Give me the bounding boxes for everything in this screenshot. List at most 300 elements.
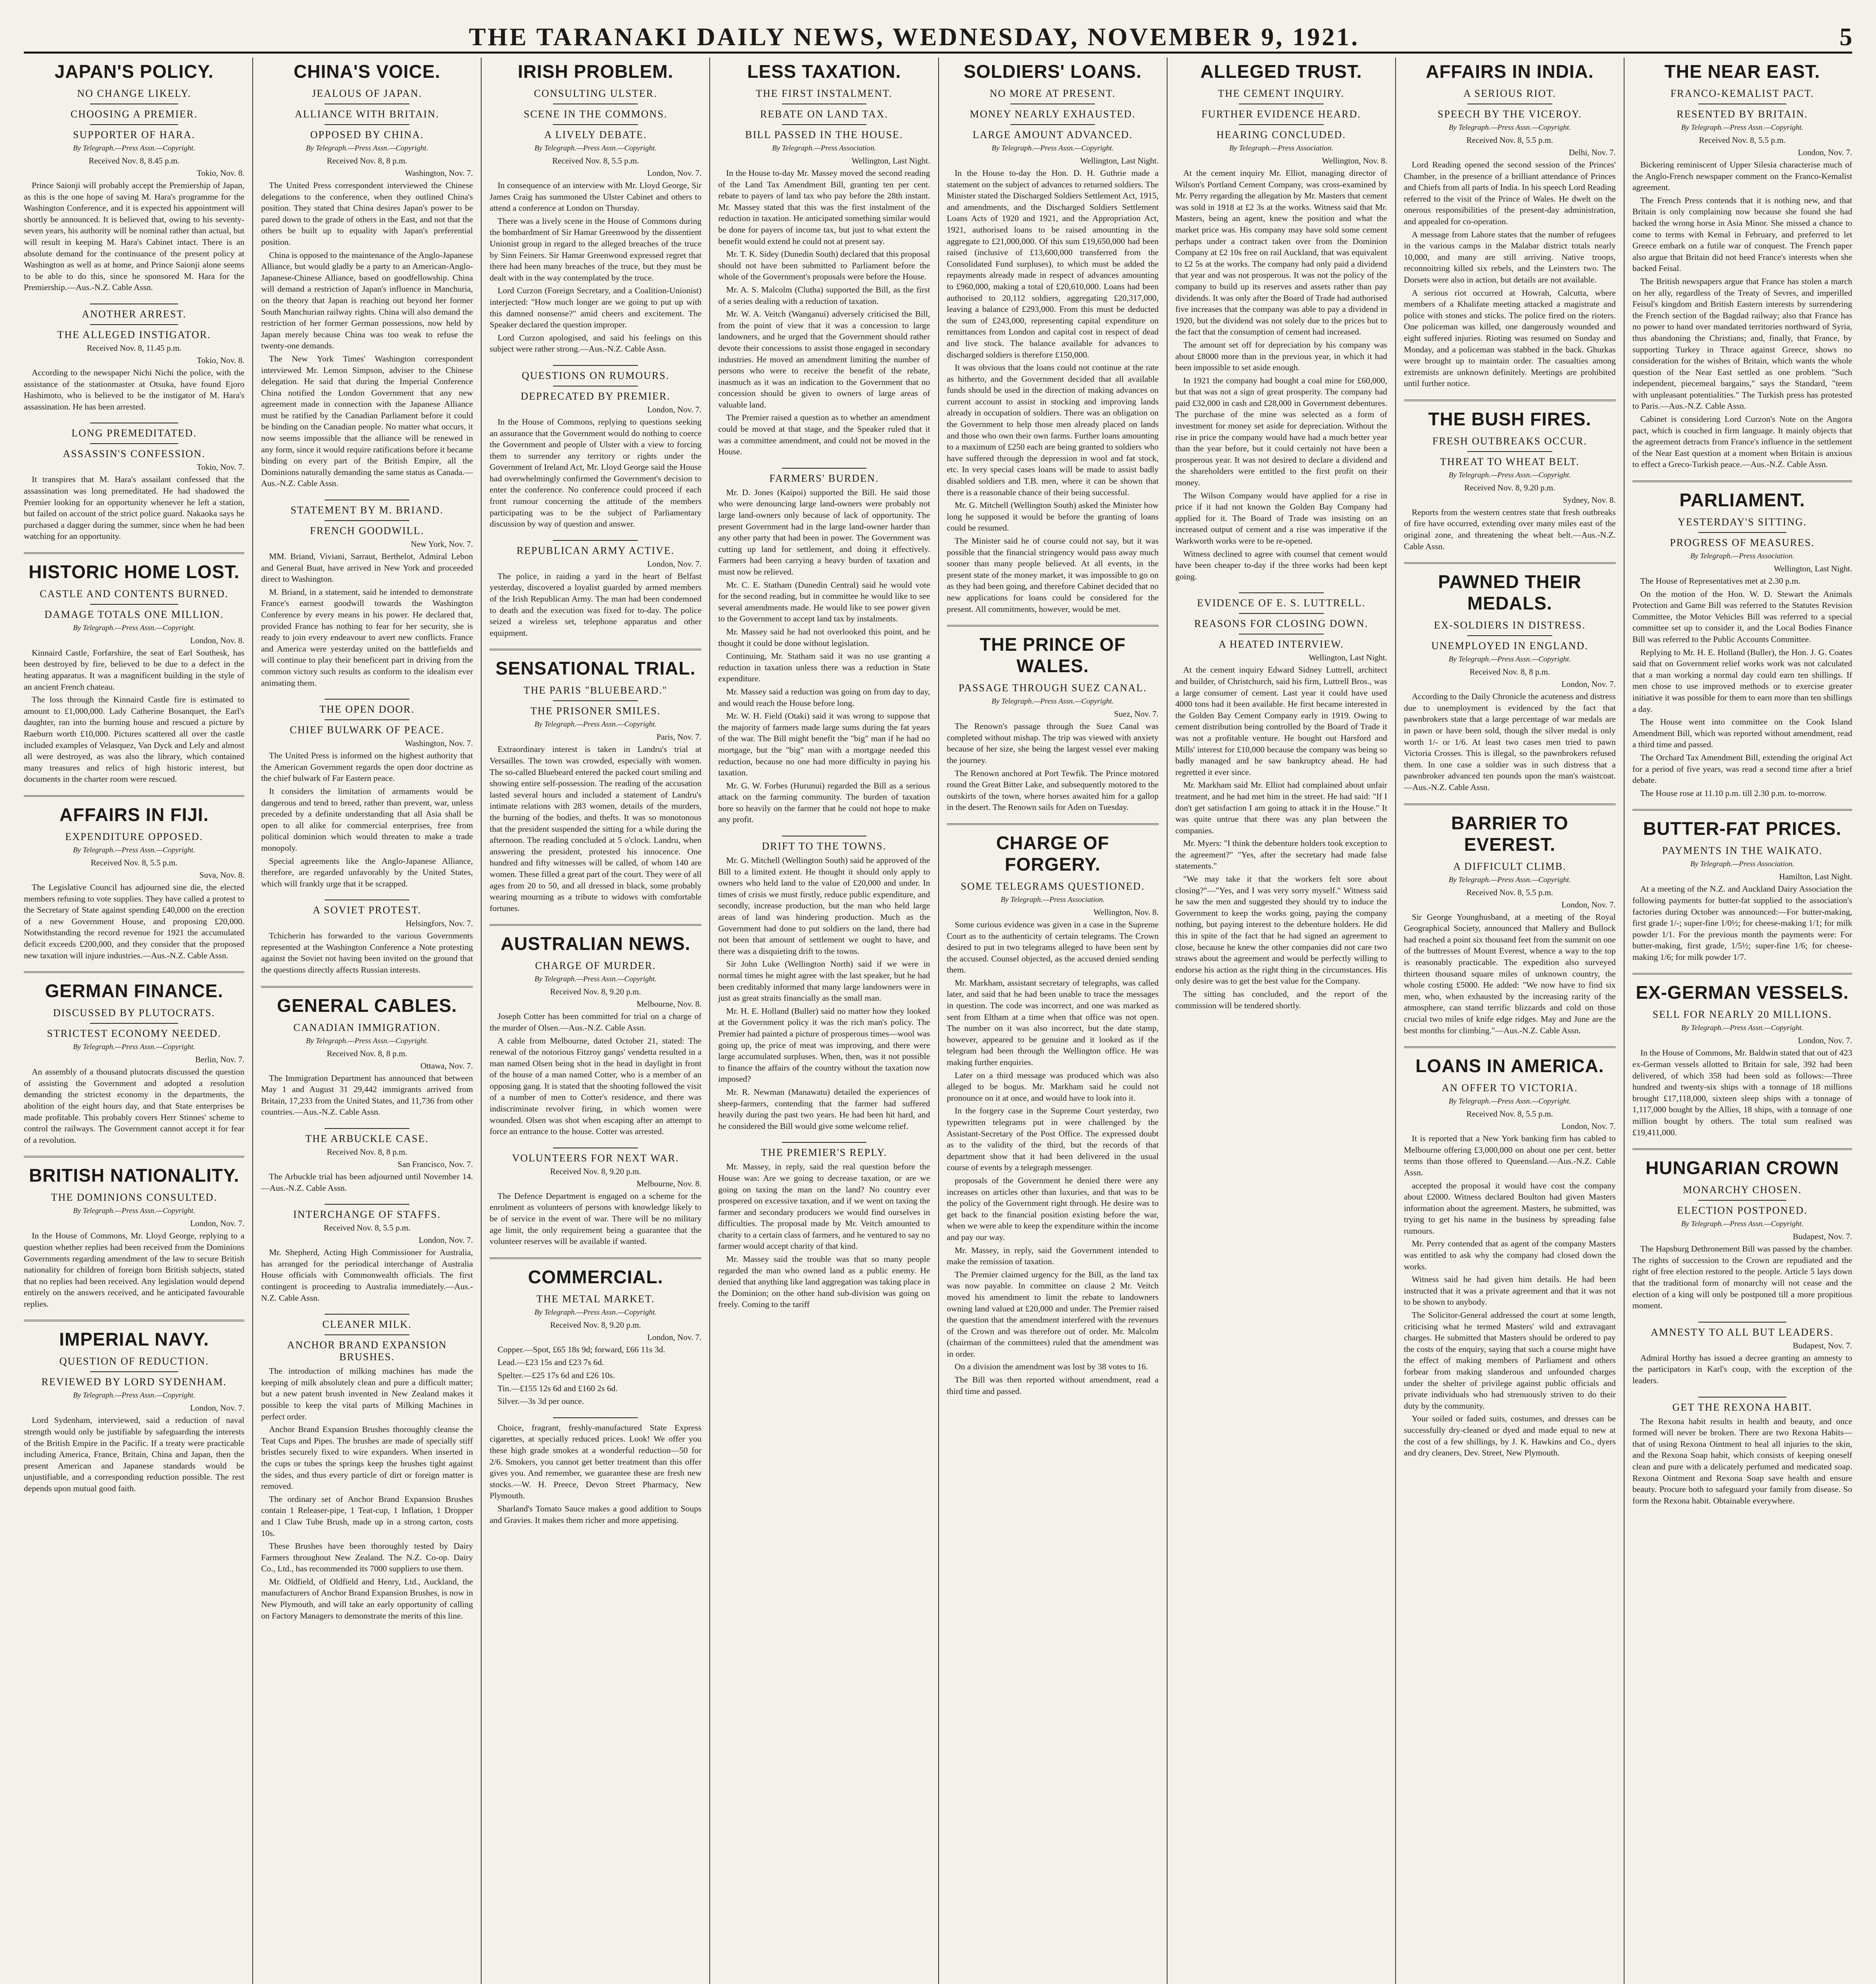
newspaper-title: THE TARANAKI DAILY NEWS, WEDNESDAY, NOVEMBER 9, 1921.	[469, 23, 1360, 51]
article-deck: HEARING CONCLUDED.	[1216, 129, 1346, 140]
article-dateline: Wellington, Last Night.	[1308, 653, 1387, 663]
section-rule	[325, 1204, 409, 1205]
paragraph: A serious riot occurred at Howrah, Calcutta, where members of a Khalifate meeting attacked a magistrate and police with stones and sticks. The police fired on the rioters. One policeman was killed, one dangerously wounded and eight suffered injuries. Rioting was resumed on Sunday and Monday, and a policeman was stabbed in the back. Ghurkas were brought up to maintain order. The casualties among extremists are unknown definitely. Meetings are prohibited until further notice.	[1404, 288, 1616, 388]
section-rule	[553, 365, 638, 366]
deck-rule	[1010, 124, 1095, 125]
article-headline: LOANS IN AMERICA.	[1415, 1055, 1604, 1077]
article-dateline: Melbourne, Nov. 8.	[636, 999, 702, 1009]
section-rule	[1698, 1322, 1786, 1323]
article-body	[261, 180, 473, 489]
section-rule	[325, 1128, 409, 1129]
article	[1632, 489, 1852, 799]
paragraph: Joseph Cotter has been committed for trial on a charge of the murder of Olsen.—Aus.-N.Z. Cable Assn.	[490, 1011, 702, 1032]
paragraph: In the House of Commons, Mr. Baldwin stated that out of 423 ex-German vessels allotted to Britain for sale, 392 had been delivered, of which 358 had been sold as follows:—Three hundred and twenty-six ships with a tonnage of 18 millions brought £17,118,000, sixteen sleep ships with a tonnage of 1,117,000 bought by the Allies, 18 ships, with a tonnage of one million bought by others. The total sum realised was £19,411,000.	[1632, 1048, 1852, 1137]
article	[1632, 1397, 1852, 1507]
paragraph: Mr. Myers: "I think the debenture holders took exception to the agreement?" "Yes, after the secretary had made false statements."	[1175, 838, 1387, 871]
paragraph: The British newspapers argue that France has stolen a march on her ally, regardless of the Treaty of Sevres, and imperilled Feisul's kingdom and British Eastern interests by surrendering the French section of the Bagdad railway; also that France has no power to hand over mandated territories northward of Syria, thus abandoning the Christians; and, finally, that France, by supporting Turkey in Thrace against Greece, shows no consideration for the wishes of Britain, which wants the whole question of the Near East settled as one problem. "Such independent, piecemeal bargains," says the Standard, "teem with unpleasant potentialities." The Turkish press has protested to Paris.—Aus.-N.Z. Cable Assn.	[1632, 276, 1852, 411]
paragraph: The Minister said he of course could not say, but it was possible that the financial stringency would pass away much sooner than many people believed. At all events, in the present state of the money market, it was impossible to go on as they had been going, and therefore Cabinet decided that no new applications for loans could be considered for the present. All commitments, however, would be met.	[947, 536, 1159, 614]
received-time: Received Nov. 8, 9.20 p.m.	[550, 987, 641, 997]
article-byline: By Telegraph.—Press Assn.—Copyright.	[534, 720, 657, 729]
paragraph: Mr. Massey, in reply, said the Government intended to make the remission of taxation.	[947, 1245, 1159, 1267]
paragraph: At a meeting of the N.Z. and Auckland Dairy Association the following payments for butter-fat supplied to the association's factories during October was announced:—For butter-making, first grade 1/-; super-fine 1/0½; for cheese-making 1/1; for milk powder 1/1. For the previous month the payments were: For butter-making, first grade, 1/5½; super-fine 1/6; for cheese-making 1/6; for milk powder 1/7.	[1632, 884, 1852, 962]
article-deck: RESENTED BY BRITAIN.	[1676, 108, 1808, 120]
article-headline: PAWNED THEIR MEDALS.	[1438, 571, 1582, 614]
article-deck: CHOOSING A PREMIER.	[70, 108, 198, 120]
article-separator	[1632, 973, 1852, 975]
article-separator	[1632, 809, 1852, 811]
article-body	[1632, 1047, 1852, 1138]
received-time: Received Nov. 8, 9.20 p.m.	[550, 1166, 641, 1176]
article-body	[261, 551, 473, 688]
article-deck: VOLUNTEERS FOR NEXT WAR.	[512, 1152, 679, 1164]
article-dateline: Wellington, Last Night.	[851, 156, 930, 165]
article	[261, 1128, 473, 1194]
article-byline: By Telegraph.—Press Assn.—Copyright.	[1681, 1024, 1803, 1032]
article-headline: THE PRINCE OF WALES.	[979, 634, 1126, 677]
article	[1404, 408, 1616, 552]
article-body	[947, 721, 1159, 813]
article-dateline: Wellington, Nov. 8.	[1322, 156, 1387, 165]
article-dateline: London, Nov. 7.	[1798, 148, 1852, 157]
article-body	[261, 1073, 473, 1118]
article-body	[718, 1161, 930, 1310]
paragraph: The Immigration Department has announced that between May 1 and August 31 29,442 immigrants arrived from Britain, 17,233 from the United States, and 11,736 from other countries.—Aus.-N.Z. Cable Assn.	[261, 1073, 473, 1117]
paragraph: The Orchard Tax Amendment Bill, extending the original Act for a period of five years, was read a second time after a brief debate.	[1632, 752, 1852, 785]
article-byline: By Telegraph.—Press Assn.—Copyright.	[306, 144, 428, 152]
paragraph: Cabinet is considering Lord Curzon's Note on the Angora pact, which is couched in firm language. It mainly objects that the agreement detracts from France's influence in the settlement of the Near East question at a moment when Britain is anxious to effect a Greco-Turkish peace.—Aus.-N.Z. Cable Assn.	[1632, 414, 1852, 469]
paragraph: Mr. Massey, in reply, said the real question before the House was: Are we going to decrease taxation, or are we going on taxing the man on the land? No country ever prospered on excessive taxation, and if we went on taxing the farmer and secondary producers we would find ourselves in difficulties. The proposal made by Mr. Veitch amounted to charity to a certain class of farmers, and he ventured to say no farmer would accept charity of that kind.	[718, 1162, 930, 1251]
article-separator	[24, 795, 244, 797]
article	[490, 1266, 701, 1407]
deck-rule	[90, 1371, 178, 1372]
paragraph: The Rexona habit results in health and beauty, and once formed will never be broken. There are two Rexona Habits—that of using Rexona Ointment to heal all injuries to the skin, and the Rexona Soap habit, which consists of keeping oneself clean and pure with a delicately perfumed and medicated soap. Rexona Ointment and Rexona Soap save health and ensure beauty. Procure both to safeguard your family from disease. So form the Rexona habit. Obtainable everywhere.	[1632, 1416, 1852, 1505]
received-time: Received Nov. 8, 11.45 p.m.	[86, 343, 182, 353]
article-deck: QUESTIONS ON RUMOURS.	[522, 369, 670, 381]
paragraph: The United Press correspondent interviewed the Chinese delegations to the conference, when they outlined China's position. They stated that China desires Japan's power to be pared down to the grade of others in the East, and not that the others be built up to equality with Japan's preferential position.	[261, 181, 473, 247]
paragraph: The Arbuckle trial has been adjourned until November 14.—Aus.-N.Z. Cable Assn.	[261, 1172, 473, 1193]
paragraph: Choice, fragrant, freshly-manufactured State Express cigarettes, at specially reduced prices. Look! We offer you these high grade smokes at a wonderful reduction—50 for 2/6. Smokers, you cannot get better treatment than this offer gives you. And remember, we guarantee these are fresh new stocks.—W. H. Preece, Devon Street Pharmacy, New Plymouth.	[490, 1423, 702, 1501]
article-deck: CLEANER MILK.	[322, 1319, 412, 1330]
paragraph: Mr. G. Mitchell (Wellington South) said he approved of the Bill to a limited extent. He thought it should only apply to owners who held land to the value of £20,000 and under. In times of crisis we must firstly, reduce public expenditure, and secondly, increase production, but the man who held large areas of land was hindering production. Much as the Government had done to put soldiers on the land, there had not been that amount of settlement we ought to have, and there was a disquieting drift to the towns.	[718, 856, 930, 956]
article	[24, 1328, 244, 1494]
article-headline: HISTORIC HOME LOST.	[29, 561, 240, 582]
article-body	[1404, 507, 1616, 552]
article	[24, 304, 244, 412]
paragraph: The ordinary set of Anchor Brand Expansion Brushes contain 1 Releaser-pipe, 1 Teat-cup, 1 Inflation, 1 Dropper and 1 Claw Tube Brush, made up in a strong carton, costs 10s.	[261, 1494, 473, 1538]
paragraph: The House went into committee on the Cook Island Amendment Bill, which was reported without amendment, read a third time and passed.	[1632, 717, 1852, 750]
section-rule	[1698, 1397, 1786, 1398]
article-deck: SOME TELEGRAMS QUESTIONED.	[960, 880, 1145, 892]
article-dateline: Tokio, Nov. 8.	[196, 355, 245, 365]
deck-rule	[1467, 635, 1552, 636]
article-deck: A HEATED INTERVIEW.	[1218, 638, 1344, 650]
paragraph: Lord Reading opened the second session of the Princes' Chamber, in the presence of a brilliant attendance of Princes and Chiefs from all parts of India. In his speech Lord Reading referred to the visit of the Prince of Wales. He dwelt on the onerous responsibilities of the present-day administration, and appealed for co-operation.	[1404, 160, 1616, 226]
column-1	[24, 58, 252, 1984]
article-deck: FARMERS' BURDEN.	[769, 472, 879, 484]
received-time: Received Nov. 8, 5.5 p.m.	[1466, 1109, 1553, 1119]
article-deck: REBATE ON LAND TAX.	[760, 108, 888, 120]
paragraph: These Brushes have been thoroughly tested by Dairy Farmers throughout New Zealand. The N.Z. Co-op. Dairy Co., Ltd., has recommended its 7000 suppliers to use them.	[261, 1541, 473, 1574]
article-deck: STATEMENT BY M. BRIAND.	[290, 504, 444, 516]
deck-rule	[90, 324, 178, 325]
article	[490, 1148, 701, 1247]
article-headline: THE NEAR EAST.	[1664, 61, 1820, 82]
article-body	[261, 1171, 473, 1194]
article-separator	[1404, 562, 1616, 564]
article	[1632, 1157, 1852, 1311]
article-dateline: Helsingfors, Nov. 7.	[405, 919, 473, 929]
article-dateline: Berlin, Nov. 7.	[195, 1055, 245, 1065]
article-body	[24, 647, 244, 785]
article-byline: By Telegraph.—Press Assn.—Copyright.	[1448, 655, 1571, 664]
article-body	[24, 474, 244, 542]
deck-rule	[90, 1023, 178, 1024]
article-deck: FRESH OUTBREAKS OCCUR.	[1432, 435, 1587, 447]
article-headline: GERMAN FINANCE.	[45, 980, 223, 1002]
paragraph: The French Press contends that it is nothing new, and that Britain is only complaining now because she found she had backed the wrong horse in Asia Minor. She missed a chance to come to terms with Kemal in February, and preferred to let Greece embark on a futile war of conquest. The French paper also argue that Britain did not heed France's interests when she backed Feisal.	[1632, 195, 1852, 273]
article-byline: By Telegraph.—Press Assn.—Copyright.	[73, 1043, 196, 1052]
paragraph: The Defence Department is engaged on a scheme for the enrolment as volunteers of persons with knowledge likely to be of service in the event of war. There will be no military age limit, the only requirement being a guarantee that the volunteer reserves will be available if wanted.	[490, 1191, 702, 1246]
article-byline: By Telegraph.—Press Assn.—Copyright.	[73, 623, 196, 632]
article-deck: THE OPEN DOOR.	[319, 704, 415, 715]
paragraph: Special agreements like the Anglo-Japanese Alliance, therefore, are regarded unfavorably by the United States, which will frankly urge that it be scrapped.	[261, 856, 473, 888]
paragraph: Mr. C. E. Statham (Dunedin Central) said he would vote for the second reading, but in committee he would like to see several amendments made. He would like to see power given to the Government to accept land tax by instalments.	[718, 580, 930, 624]
article	[490, 61, 701, 355]
paragraph: Mr. T. K. Sidey (Dunedin South) declared that this proposal should not have been submitted to Parliament before the whole of the Government's proposals were before the House.	[718, 249, 930, 282]
paragraph: The Renown anchored at Port Tewfik. The Prince motored round the Great Bitter Lake, and subsequently motored to the outskirts of the town, where horses awaited him for a gallop in the desert. The Renown sails for Aden on Tuesday.	[947, 768, 1159, 812]
received-time: Received Nov. 8, 8 p.m.	[326, 1147, 407, 1157]
article-deck: THE DOMINIONS CONSULTED.	[51, 1192, 217, 1203]
paragraph: The Wilson Company would have applied for a rise in price if it had not known the Golden Bay Company had applied for it. The Board of Trade was insisting on an increased output of cement and a rise was imperative if the Warkworth works were to be re-opened.	[1175, 490, 1387, 546]
column-6	[1167, 58, 1395, 1984]
article	[1404, 571, 1616, 793]
paragraph: "We may take it that the workers felt sore about closing?"—"Yes, and I was very sorry myself." Witness said he saw the men and suggested they should try to induce the Government to keep the works going, paying the company nothing, but paying interest to the debenture holders. He did this in spite of the fact that he had signed an agreement to close, because he knew the other companies did not care two straws about the agreement and would be perfectly willing to endorse his action as the right thing in the circumstances. His only desire was to get the best value for the Company.	[1175, 874, 1387, 986]
article-body	[1175, 167, 1387, 582]
article-separator	[1632, 1148, 1852, 1150]
paragraph: An assembly of a thousand plutocrats discussed the question of assisting the Government and adopted a resolution demanding the strictest economy in the departments, the abolition of the eight hours day, and that State enterprises be made profitable. This probably covers Herr Stinnes' scheme to control the railways. The Government cannot accept it for fear of a revolution.	[24, 1067, 245, 1145]
article-headline: IMPERIAL NAVY.	[59, 1329, 209, 1350]
article-deck: AMNESTY TO ALL BUT LEADERS.	[1651, 1326, 1834, 1338]
article-deck: THE METAL MARKET.	[536, 1293, 655, 1305]
article-byline: By Telegraph.—Press Assn.—Copyright.	[1448, 875, 1571, 884]
article	[24, 423, 244, 542]
article-deck: FRENCH GOODWILL.	[310, 525, 424, 537]
paragraph: Witness said he had given him details. He had been instructed that it was a private agreement and that it was not to be shown to anybody.	[1404, 1275, 1616, 1307]
paragraph: Copper.—Spot, £65 18s 9d; forward, £66 11s 3d.	[497, 1344, 665, 1354]
paragraph: Mr. G. Mitchell (Wellington South) asked the Minister how long he supposed it would be before the granting of loans could be resumed.	[947, 500, 1159, 533]
received-time: Received Nov. 8, 5.5 p.m.	[552, 156, 639, 165]
column-7	[1395, 58, 1624, 1984]
paragraph: Mr. Oldfield, of Oldfield and Henry, Ltd., Auckland, the manufacturers of Anchor Brand Expansion Brushes, is now in New Plymouth, and will take an early opportunity of calling on Factory Managers to demonstrate the merits of this line.	[261, 1576, 473, 1621]
article-deck: THE ARBUCKLE CASE.	[305, 1133, 429, 1145]
received-time: Received Nov. 8, 9.20 p.m.	[1464, 483, 1555, 492]
article-body	[490, 571, 701, 639]
paragraph: It was obvious that the loans could not continue at the rate as hitherto, and the Government decided that all available funds should be used in the direction of making advances on current account to assist in stocking and improving lands already in occupation of soldiers. There was an obligation on the Government to help those men already placed on lands and those who own their own farms. Further loans amounting to a maximum of £250 each are being granted to soldiers who have suffered through the depression in wool and fat stock, etc. In very special cases loans will be made to assist badly disabled soldiers and T.B. men, where it can be shown that there is a reasonable chance of their being successful.	[947, 363, 1159, 497]
paragraph: Lord Sydenham, interviewed, said a reduction of naval strength would only be justifiable by safeguarding the interests of the British Empire in the Pacific. If a treaty were practicable including America, France, Britain, China and Japan, then the present American and Japanese standards would be unjustifiable, and a corresponding reduction possible. The rest depends upon mutual good faith.	[24, 1415, 245, 1494]
paragraph: Spelter.—£25 17s 6d and £26 10s.	[497, 1371, 615, 1380]
received-time: Received Nov. 8, 5.5 p.m.	[323, 1223, 411, 1233]
paragraph: Witness declined to agree with counsel that cement would have been cheaper to-day if the three works had been kept going.	[1175, 549, 1387, 581]
article	[947, 634, 1159, 813]
paragraph: On the motion of the Hon. W. D. Stewart the Animals Protection and Game Bill was referred to the Statutes Revision Committee, the Motor Vehicles Bill was referred to a special committee set up to consider it, and the Local Bodies Finance Bill was referred to the Public Accounts Committee.	[1632, 589, 1852, 644]
article-headline: LESS TAXATION.	[747, 61, 901, 82]
article-deck: CHIEF BULWARK OF PEACE.	[290, 724, 444, 736]
article-byline: By Telegraph.—Press Assn.—Copyright.	[1681, 123, 1803, 132]
deck-rule	[1239, 613, 1324, 614]
article	[24, 1165, 244, 1309]
received-time: Received Nov. 8, 5.5 p.m.	[1466, 887, 1553, 897]
article	[24, 980, 244, 1146]
section-rule	[553, 1417, 638, 1418]
article-deck: AN OFFER TO VICTORIA.	[1442, 1082, 1578, 1094]
paragraph: The sitting has concluded, and the report of the commission will be tendered shortly.	[1175, 989, 1387, 1010]
article-deck: DISCUSSED BY PLUTOCRATS.	[53, 1007, 215, 1019]
paragraph: China is opposed to the maintenance of the Anglo-Japanese Alliance, but would gladly be a party to an American-Anglo-Japanese-Chinese Alliance, based on goodfellowship. China will demand a restriction of Japan's influence in Manchuria, on the theory that Japan is reaching out beyond her former South Manchurian railway rights. China will also demand the restriction of her former German possessions, now held by Japan merely because China was too weak to refuse the twenty-one demands.	[261, 250, 473, 351]
paragraph: According to the newspaper Nichi Nichi the police, with the assistance of the stationmaster at Otsuka, have found Ejoro Hashimoto, who is believed to be the instigator of M. Hara's assassination. He has been arrested.	[24, 367, 245, 411]
paragraph: accepted the proposal it would have cost the company about £2000. Witness declared Boulton had given Masters information about the agreement. Masters, he submitted, was trying to get his name in the business by spreading false rumours.	[1404, 1180, 1616, 1236]
article-body	[490, 1422, 701, 1526]
article-byline: By Telegraph.—Press Assn.—Copyright.	[73, 1207, 196, 1215]
article-dateline: Budapest, Nov. 7.	[1793, 1232, 1852, 1242]
paragraph: The Solicitor-General addressed the court at some length, criticising what he termed Masters' wild and extravagant charges. He submitted that Masters should be ordered to pay the costs of the enquiry, saying that such a course might have the effect of making members of Parliament and others forbear from making slanderous and unfounded charges under the shelter of privilege against public officials and private individuals who had strenuously striven to do their duty by the community.	[1404, 1310, 1616, 1411]
article-body	[947, 919, 1159, 1397]
paragraph: The Premier claimed urgency for the Bill, as the land tax was now payable. In committee on clause 2 Mr. Veitch moved his amendment to limit the rebate to landowners owning land valued at £20,000 and under. The Premier raised the question that the amendment interfered with the revenues of the Crown and was therefore out of order. Mr. Malcolm (chairman of the committees) ruled that the amendment was in order.	[947, 1269, 1159, 1359]
paragraph: Later on a third message was produced which was also alleged to be bogus. Mr. Markham said he could not pronounce on it at once, and would have to look into it.	[947, 1070, 1159, 1103]
article	[261, 900, 473, 975]
deck-rule	[1698, 532, 1786, 533]
article-deck: THE PARIS "BLUEBEARD."	[524, 684, 668, 696]
article-separator	[490, 924, 701, 926]
deck-rule	[1467, 451, 1552, 452]
article-deck: STRICTEST ECONOMY NEEDED.	[47, 1028, 221, 1040]
article-byline: By Telegraph.—Press Assn.—Copyright.	[1448, 123, 1571, 132]
article	[718, 468, 930, 825]
article-byline: By Telegraph.—Press Association.	[772, 144, 876, 152]
article-deck: ALLIANCE WITH BRITAIN.	[295, 108, 440, 120]
paragraph: The Premier raised a question as to whether an amendment could be moved at that stage, and the Speaker ruled that it was a committee amendment, and could not be moved in the House.	[718, 413, 930, 457]
article-separator	[1404, 1046, 1616, 1048]
article-byline: By Telegraph.—Press Association.	[1690, 552, 1794, 561]
paragraph: The Renown's passage through the Suez Canal was completed without mishap. The trip was viewed with anxiety because of her size, she being the largest vessel ever making the journey.	[947, 721, 1159, 765]
article-deck: PAYMENTS IN THE WAIKATO.	[1662, 845, 1823, 857]
column-8	[1624, 58, 1852, 1984]
article-headline: IRISH PROBLEM.	[518, 61, 674, 82]
article	[24, 561, 244, 785]
article	[261, 699, 473, 889]
paragraph: Sir John Luke (Wellington North) said if we were in normal times he might agree with the last speaker, but he had been creditably informed that many large landowners were in just as great straits financially as the small man.	[718, 959, 930, 1003]
article-separator	[1404, 804, 1616, 805]
article	[718, 61, 930, 458]
article-deck: QUESTION OF REDUCTION.	[59, 1355, 209, 1367]
section-rule	[553, 540, 638, 541]
paragraph: A cable from Melbourne, dated October 21, stated: The renewal of the notorious Fitzroy gangs' vendetta resulted in a man named Olsen being shot in the head in daylight in front of the house of a man named Cotter, who is a member of an opposing gang. It is stated that the shooting followed the visit of a number of men to Cotter's residence, and there was indiscriminate revolver firing, in which women were wounded. Olsen was shot when escaping after an attempt to force an entrance to the house. Cotter was arrested.	[490, 1036, 702, 1136]
paragraph: Silver.—3s 3d per ounce.	[497, 1396, 584, 1406]
article	[261, 995, 473, 1118]
article	[24, 61, 244, 293]
article	[1404, 1055, 1616, 1459]
section-rule	[325, 699, 409, 700]
paragraph: There was a lively scene in the House of Commons during the bombardment of Sir Hamar Greenwood by the dissentient Unionist group in regard to the alleged breaches of the truce by Sinn Feiners. Sir Hamar Greenwood expressed regret that there had been many breaches of the truce, but they must be dealt with in the way contemplated by the truce.	[490, 216, 702, 283]
article-body	[1404, 911, 1616, 1036]
deck-rule	[90, 443, 178, 444]
article-byline: By Telegraph.—Press Association.	[1229, 144, 1333, 152]
article-body	[718, 167, 930, 458]
paragraph: Lord Curzon apologised, and said his feelings on this subject were rather strong.—Aus.-N.Z. Cable Assn.	[490, 333, 702, 354]
article-body	[1404, 159, 1616, 389]
article-deck: A SOVIET PROTEST.	[313, 904, 421, 916]
article-deck: SELL FOR NEARLY 20 MILLIONS.	[1652, 1009, 1832, 1021]
deck-rule	[325, 719, 409, 720]
article-body	[490, 416, 701, 530]
article-deck: INTERCHANGE OF STAFFS.	[293, 1209, 441, 1221]
article-dateline: Ottawa, Nov. 7.	[421, 1061, 473, 1071]
article-deck: OPPOSED BY CHINA.	[310, 129, 424, 140]
section-rule	[1239, 592, 1324, 593]
article-dateline: Suva, Nov. 8.	[199, 870, 245, 880]
article-deck: THE CEMENT INQUIRY.	[1217, 88, 1345, 99]
article	[490, 933, 701, 1137]
article-deck: MONARCHY CHOSEN.	[1683, 1184, 1802, 1196]
article	[947, 832, 1159, 1397]
article-headline: ALLEGED TRUST.	[1200, 61, 1362, 82]
article-byline: By Telegraph.—Press Assn.—Copyright.	[534, 144, 657, 152]
received-time: Received Nov. 8, 5.5 p.m.	[90, 858, 178, 867]
article	[1632, 982, 1852, 1138]
paragraph: The Legislative Council has adjourned sine die, the elected members refusing to vote supplies. They have called a protest to the Secretary of State against spending £40,000 on the erection of a new Government House, and proposing £20,000. Notwithstanding the record revenue for 1921 the accumulated deficit exceeds £200,000, and they consider that the proposed new taxation will injure industries.—Aus.-N.Z. Cable Assn.	[24, 882, 245, 960]
article-separator	[1632, 481, 1852, 482]
article-dateline: New York, Nov. 7.	[411, 539, 473, 549]
article-dateline: London, Nov. 7.	[647, 1332, 702, 1342]
article-body	[24, 1415, 244, 1494]
deck-rule	[325, 1334, 409, 1335]
paragraph: Sharland's Tomato Sauce makes a good addition to Soups and Gravies. It makes them richer and more appetising.	[490, 1503, 702, 1525]
article-deck: DAMAGE TOTALS ONE MILLION.	[44, 608, 224, 620]
article-dateline: Tokio, Nov. 8.	[196, 168, 245, 178]
paragraph: Reports from the western centres state that fresh outbreaks of fire have occurred, extending over many miles east of the original zone, and threatening the wheat belt.—Aus.-N.Z. Cable Assn.	[1404, 507, 1616, 551]
paragraph: The United Press is informed on the highest authority that the American Government regards the open door doctrine as the chief bulwark of Far Eastern peace.	[261, 751, 473, 783]
article-byline: By Telegraph.—Press Assn.—Copyright.	[1681, 1220, 1803, 1228]
article-dateline: London, Nov. 7.	[647, 404, 702, 414]
article-dateline: London, Nov. 7.	[647, 559, 702, 569]
article-byline: By Telegraph.—Press Association.	[1690, 860, 1794, 869]
article-headline: AFFAIRS IN FIJI.	[59, 804, 209, 825]
article-dateline: London, Nov. 7.	[1561, 900, 1616, 909]
received-time: Received Nov. 8, 8 p.m.	[326, 156, 407, 165]
article-deck: YESTERDAY'S SITTING.	[1678, 516, 1807, 528]
article-headline: CHARGE OF FORGERY.	[996, 832, 1110, 875]
article	[24, 804, 244, 961]
paragraph: Admiral Horthy has issued a decree granting an amnesty to the participators in Karl's coup, with the exception of the leaders.	[1632, 1353, 1852, 1385]
article-dateline: Tokio, Nov. 7.	[196, 462, 245, 472]
article-headline: EX-GERMAN VESSELS.	[1636, 982, 1849, 1003]
paragraph: Lord Curzon (Foreign Secretary, and a Coalition-Unionist) interjected: "How much longer are we going to put up with this damned nonsense?" amid cheers and excitement. The Speaker declared the question improper.	[490, 286, 702, 330]
article-body	[947, 167, 1159, 615]
deck-rule	[325, 520, 409, 521]
article	[490, 657, 701, 914]
article-deck: JEALOUS OF JAPAN.	[312, 88, 422, 99]
article-headline: HUNGARIAN CROWN	[1646, 1157, 1839, 1178]
article-separator	[24, 1320, 244, 1321]
article-deck: CANADIAN IMMIGRATION.	[293, 1021, 441, 1033]
article-headline: PARLIAMENT.	[1679, 490, 1805, 511]
received-time: Received Nov. 8, 5.5 p.m.	[1466, 135, 1553, 145]
article	[718, 836, 930, 1132]
article-deck: DEPRECATED BY PREMIER.	[520, 390, 671, 402]
article-body	[261, 1365, 473, 1621]
received-time: Received Nov. 8, 8 p.m.	[326, 1048, 407, 1058]
article-headline: AFFAIRS IN INDIA.	[1426, 61, 1594, 82]
section-rule	[325, 1314, 409, 1315]
paragraph: Mr. Markham said Mr. Elliot had complained about unfair treatment, and he had met him in the street. He had said: "If I don't get satisfaction I am going to attack it in the House." It was quite untrue that there was any plan between the companies.	[1175, 780, 1387, 835]
article-body	[261, 750, 473, 889]
paragraph: At the cement inquiry Mr. Elliot, managing director of Wilson's Portland Cement Company, was cross-examined by Mr. Perry regarding the allegation by Mr. Masters that cement was sold in 1918 at £2 3s at the works. Witness said that Mr. Masters, being an agent, knew the position and what the market price was. His company may have sold some cement perhaps under a contract taken over from the Dominion Company at £2 10s free on rail Auckland, that was equivalent to £2 5s at the works. The company had only paid a dividend that year and was not prosperous. It was not the policy of the company to build up its reserves and assets rather than pay dividends. It was only after the Board of Trade had authorised five increases that the company was able to pay a dividend in 1920, but the dividend was not solely due to the prices but to the fact that the consumption of cement had increased.	[1175, 168, 1387, 337]
paragraph: The House of Representatives met at 2.30 p.m.	[1640, 576, 1801, 586]
article-body	[490, 1011, 701, 1137]
article-body	[490, 1190, 701, 1247]
paragraph: Mr. G. W. Forbes (Hurunui) regarded the Bill as a serious attack on the farming community. The burden of taxation bore so heavily on the farmer that he could not hope to make any profit.	[718, 781, 930, 825]
article-dateline: London, Nov. 8.	[190, 635, 245, 645]
article-byline: By Telegraph.—Press Assn.—Copyright.	[534, 975, 657, 984]
paragraph: Mr. Massey said he had not overlooked this point, and he thought it could be done without legislation.	[718, 627, 930, 648]
paragraph: In the House of Commons, replying to questions seeking an assurance that the Government would do nothing to coerce the Government and people of Ulster with a view to forcing them to surrender any territory or rights under the Government of Ireland Act, Mr. Lloyd George said the House had overwhelmingly confirmed the Government's decision to enter the conference. No conference could proceed if each front rumour concerning the attitude of the members participating was to be the subject of Parliamentary discussion by way of question and answer.	[490, 417, 702, 529]
paragraph: It considers the limitation of armaments would be dangerous and tend to breed, rather than prevent, war, unless preceded by a definite understanding that all Asia shall be open to all alike for commercial enterprises, free from political dominion which would threaten to make a trade monopoly.	[261, 786, 473, 853]
article-headline: GENERAL CABLES.	[277, 995, 457, 1016]
article-separator	[490, 1257, 701, 1259]
article-body	[1632, 575, 1852, 799]
article-dateline: Melbourne, Nov. 8.	[636, 1178, 702, 1188]
article-deck: FRANCO-KEMALIST PACT.	[1670, 88, 1815, 99]
article-body	[1632, 1243, 1852, 1311]
paragraph: Replying to Mr. H. E. Holland (Buller), the Hon. J. G. Coates said that on Government relief works work was not calculated that a man working a normal day could earn ten shillings. If men chose to use improved methods or to exercise greater initiative it was possible for them to earn more than ten shillings a day.	[1632, 647, 1852, 714]
article-columns	[24, 58, 1852, 1984]
article-headline: SOLDIERS' LOANS.	[964, 61, 1142, 82]
paragraph: It transpires that M. Hara's assailant confessed that the assassination was long premeditated. He had shadowed the Premier looking for an opportunity whenever he left a station, but failed on account of the strict police guard. Nakaoka says he purchased a dagger during the summer, since when he had been watching for an opportunity.	[24, 475, 245, 541]
article-deck: PASSAGE THROUGH SUEZ CANAL.	[958, 682, 1147, 694]
paragraph: It is reported that a New York banking firm has cabled to Melbourne offering £3,000,000 on about one per cent. better terms than those offered to Queensland.—Aus.-N.Z. Cable Assn.	[1404, 1134, 1616, 1177]
article-headline: COMMERCIAL.	[528, 1266, 663, 1287]
column-5	[938, 58, 1167, 1984]
article-headline: BRITISH NATIONALITY.	[29, 1165, 240, 1186]
article-deck: CONSULTING ULSTER.	[534, 88, 657, 99]
article-body	[261, 1247, 473, 1303]
article-separator	[24, 1156, 244, 1157]
article-deck: DRIFT TO THE TOWNS.	[762, 840, 887, 852]
article-body	[1632, 883, 1852, 963]
article	[1632, 61, 1852, 470]
article-body	[490, 180, 701, 355]
article	[490, 365, 701, 530]
article-byline: By Telegraph.—Press Assn.—Copyright.	[534, 1308, 657, 1317]
article-deck: THE FIRST INSTALMENT.	[756, 88, 893, 99]
deck-rule	[1698, 1200, 1786, 1201]
article-deck: A DIFFICULT CLIMB.	[1453, 860, 1567, 872]
article-dateline: London, Nov. 7.	[190, 1403, 245, 1413]
article-separator	[261, 986, 473, 988]
article-separator	[24, 552, 244, 554]
article-deck: A SERIOUS RIOT.	[1463, 88, 1556, 99]
paragraph: Mr. W. A. Veitch (Wanganui) adversely criticised the Bill, from the point of view that it was a concession to large landowners, and he urged that the Government should rather devote their concessions to assist those engaged in secondary industries. He moved an amendment limiting the number of persons who were to receive the benefit of the rebate, inasmuch as it was an indication to the Government that no concession should be given to owners of large areas of valuable land.	[718, 309, 930, 409]
paragraph: Mr. A. S. Malcolm (Clutha) supported the Bill, as the first of a series dealing with a reduction of taxation.	[718, 285, 930, 306]
masthead	[24, 16, 1852, 54]
article-dateline: Hamilton, Last Night.	[1779, 872, 1852, 882]
article-dateline: Delhi, Nov. 7.	[1569, 148, 1616, 157]
paragraph: Mr. Massey said a reduction was going on from day to day, and would reach the House before long.	[718, 686, 930, 708]
paragraph: Mr. Markham, assistant secretary of telegraphs, was called later, and said that he had been unable to trace the messages in question. The code was incorrect, and one was marked as sent from Eltham at a time when that office was not open. The number on it was also incorrect, but the date stamp, however, appeared to be genuine and it looked as if the telegram had been through the Wellington office. He was making further enquiries.	[947, 978, 1159, 1067]
paragraph: Mr. Shepherd, Acting High Commissioner for Australia, has arranged for the periodical interchange of Australia House officials with Commonwealth officials. The first contingent is proceeding to Australia immediately.—Aus.-N.Z. Cable Assn.	[261, 1248, 473, 1303]
received-time: Received Nov. 8, 9.20 p.m.	[550, 1320, 641, 1330]
article-dateline: Sydney, Nov. 8.	[1563, 495, 1616, 505]
article-body	[718, 487, 930, 825]
